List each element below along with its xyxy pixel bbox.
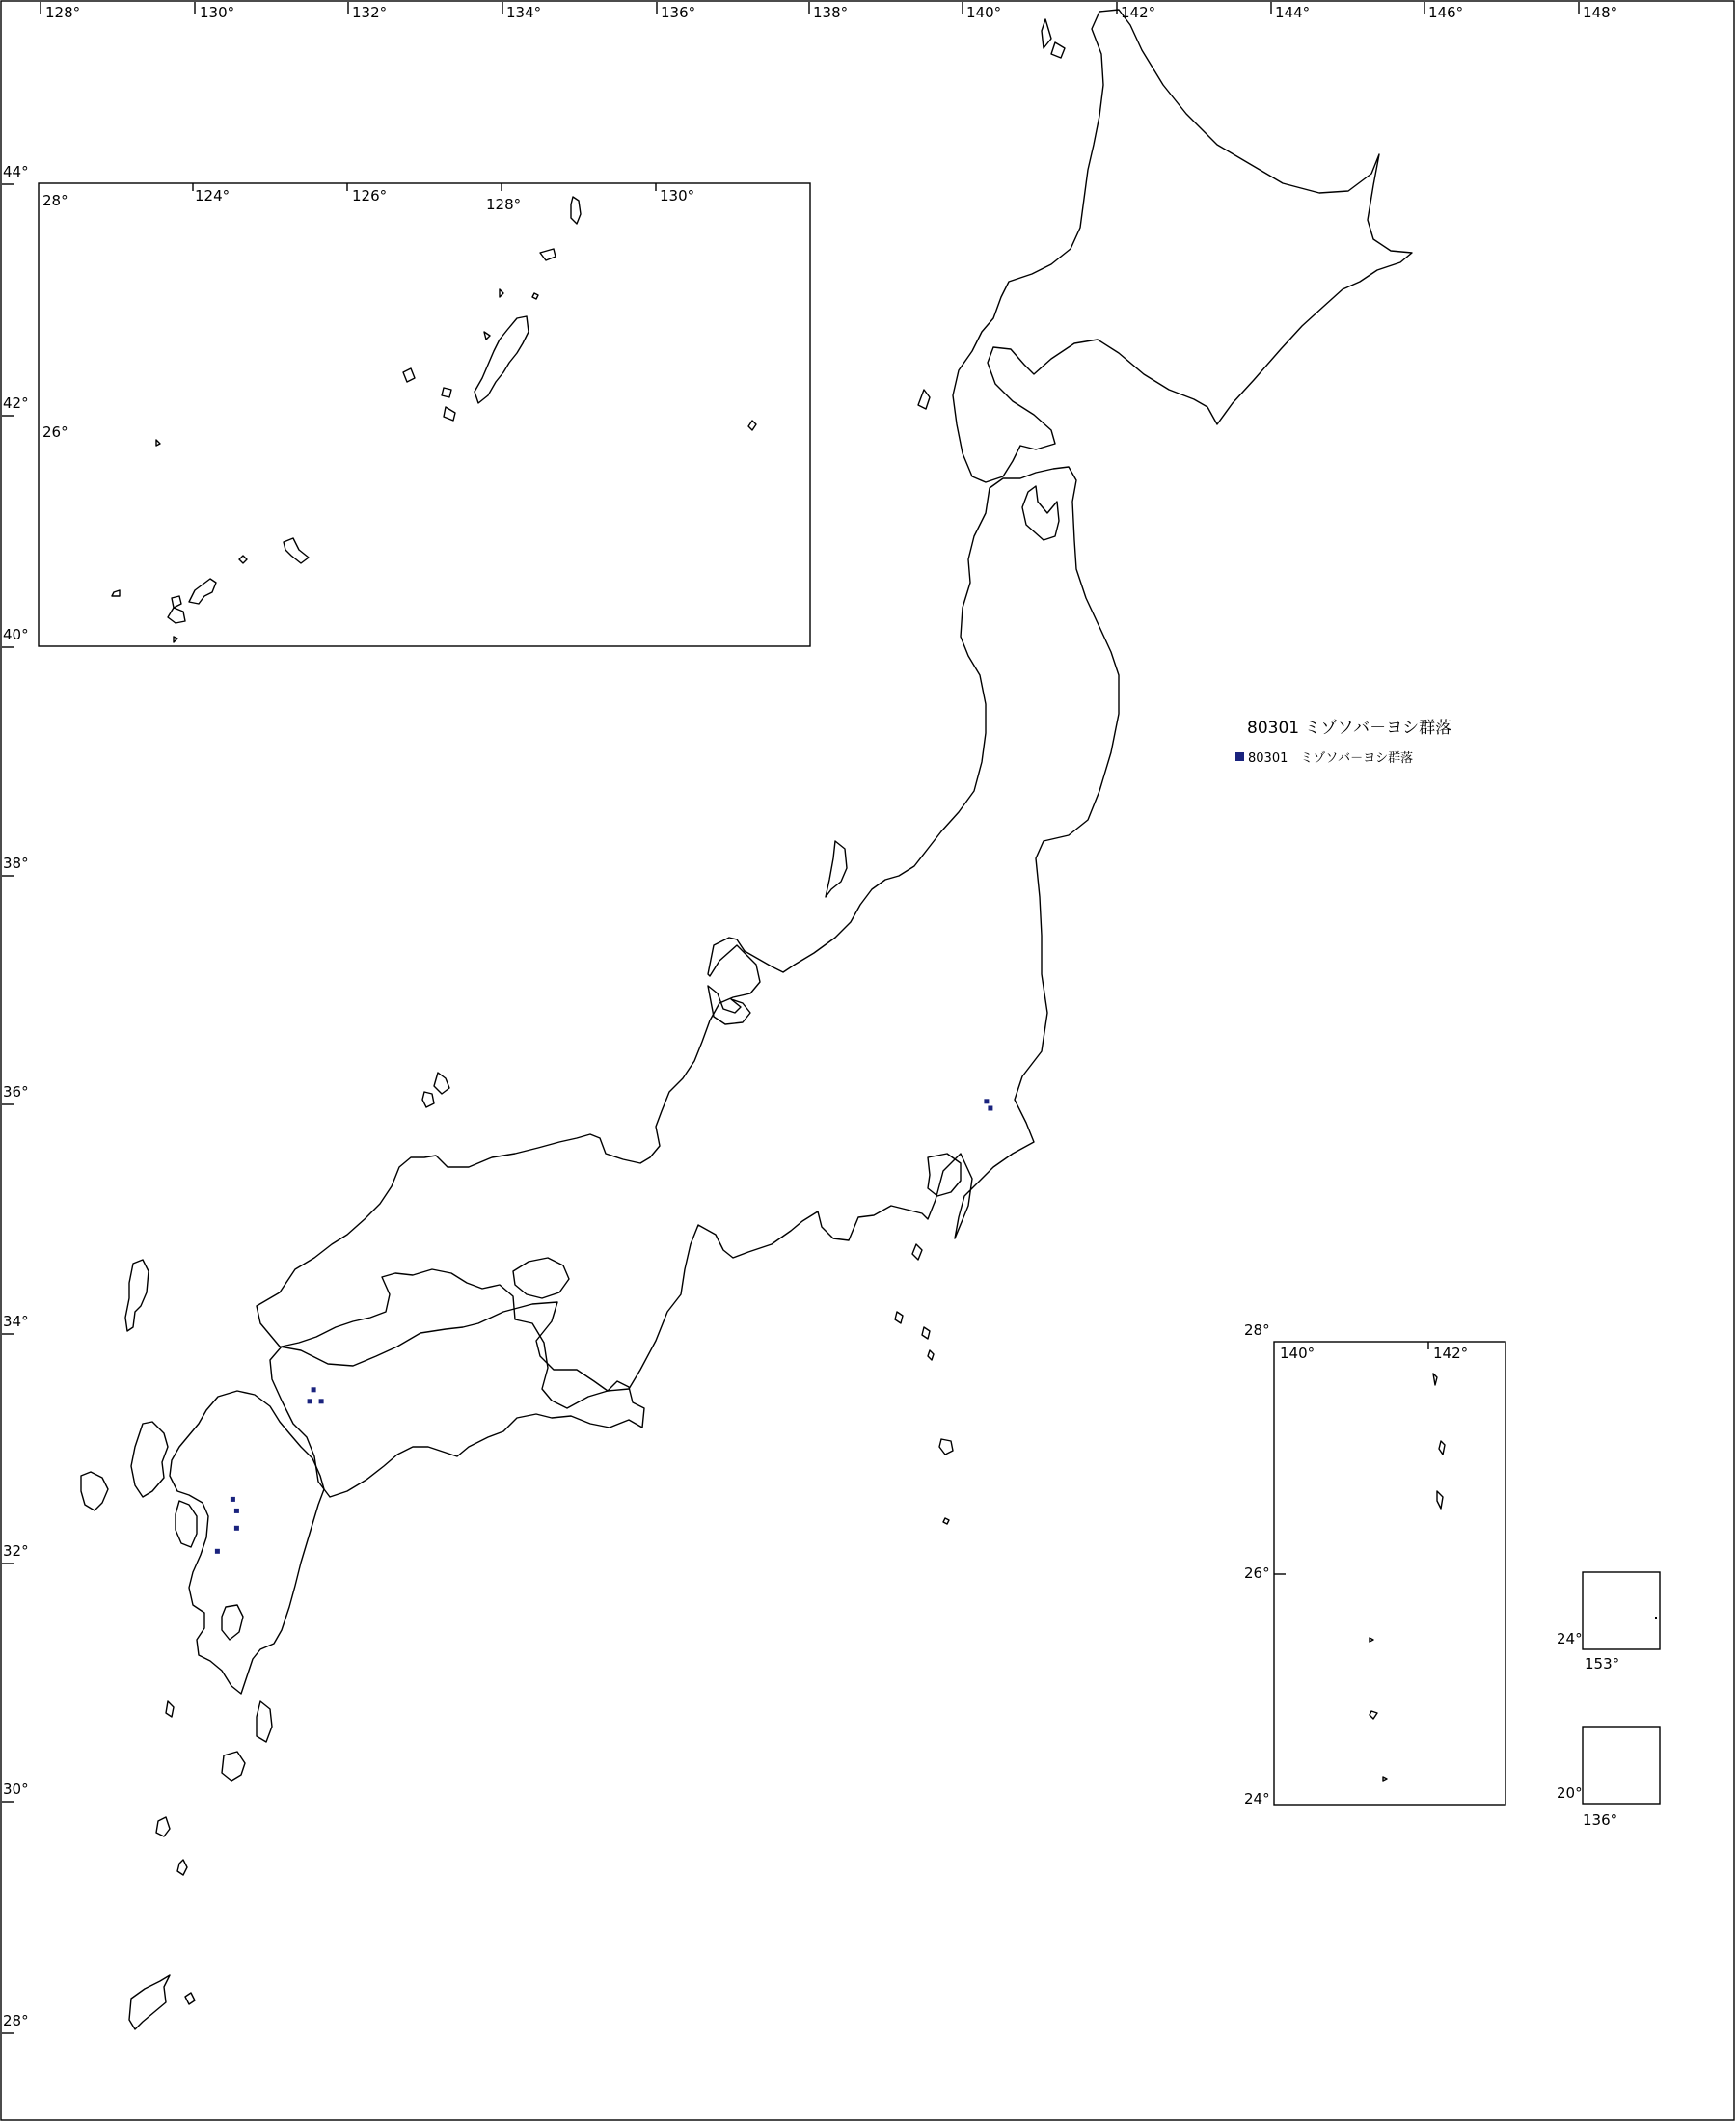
lon-label: 142° [1121,4,1156,21]
inset-lat-label: 28° [42,192,68,209]
legend [1235,751,1413,766]
lon-label: 134° [506,4,542,21]
occurrence-marker [319,1399,324,1403]
inset-lat-label: 28° [1244,1321,1270,1339]
lat-label: 38° [3,855,29,872]
inset-minamitorishima [1557,1572,1660,1673]
inset-lon-label: 142° [1433,1345,1469,1362]
main-latitude-ticks [2,184,14,2033]
lon-label: 144° [1275,4,1311,21]
lat-label: 28° [3,2012,29,2029]
inset-okinotorishima-frame [1583,1727,1660,1804]
coastline-hokkaido [918,10,1412,482]
inset-ogasawara [1244,1321,1505,1808]
lat-label: 36° [3,1083,29,1101]
inset-lat-label: 26° [42,423,68,441]
inset-okinawa [39,183,810,646]
coastline-nansei-islands [129,1701,195,2029]
lon-label: 136° [661,4,696,21]
inset-ogasawara-frame [1274,1342,1505,1805]
occurrence-marker [234,1526,239,1531]
occurrence-marker [234,1509,239,1513]
inset-lon-label: 140° [1280,1345,1316,1362]
inset-lon-label: 130° [660,187,695,204]
occurrence-marker [312,1387,316,1392]
inset-minamitorishima-frame [1583,1572,1660,1649]
inset-lat-label: 20° [1557,1784,1583,1802]
lon-label: 128° [45,4,81,21]
lat-label: 32° [3,1542,29,1560]
legend-label: 80301 ミゾソバ－ヨシ群落 [1248,751,1414,766]
inset-lat-label: 24° [1557,1630,1583,1647]
main-longitude-labels [45,4,1617,21]
occurrence-marker [988,1106,992,1111]
lat-label: 44° [3,163,29,180]
main-latitude-labels [3,163,29,2029]
coastline-izu-islands [895,1244,953,1524]
inset-lon-label: 136° [1583,1811,1618,1829]
inset-lat-label: 26° [1244,1564,1270,1582]
coastline-kyushu [81,1260,324,1781]
inset-lon-label: 124° [195,187,231,204]
lon-label: 148° [1583,4,1618,21]
inset-lon-label: 126° [352,187,388,204]
lon-label: 146° [1428,4,1464,21]
map-border [1,1,1734,2120]
lon-label: 140° [966,4,1002,21]
occurrence-marker [308,1399,312,1403]
lat-label: 42° [3,394,29,412]
lon-label: 138° [813,4,849,21]
inset-lon-label: 153° [1585,1655,1620,1673]
map-title: 80301 ミゾソバ－ヨシ群落 [1247,719,1452,738]
inset-okinawa-frame [39,183,810,646]
lat-label: 34° [3,1313,29,1330]
lat-label: 40° [3,626,29,643]
coastline-honshu [257,467,1119,1391]
lon-label: 132° [352,4,388,21]
main-longitude-ticks [41,2,1579,14]
occurrence-marker [984,1099,989,1103]
occurrence-markers [215,1099,993,1554]
inset-lat-label: 24° [1244,1790,1270,1808]
lon-label: 130° [200,4,235,21]
occurrence-marker [215,1549,220,1554]
inset-okinotorishima [1557,1727,1660,1829]
occurrence-marker [231,1497,235,1502]
legend-swatch [1235,752,1244,761]
lat-label: 30° [3,1781,29,1798]
inset-lon-label: 128° [486,196,522,213]
